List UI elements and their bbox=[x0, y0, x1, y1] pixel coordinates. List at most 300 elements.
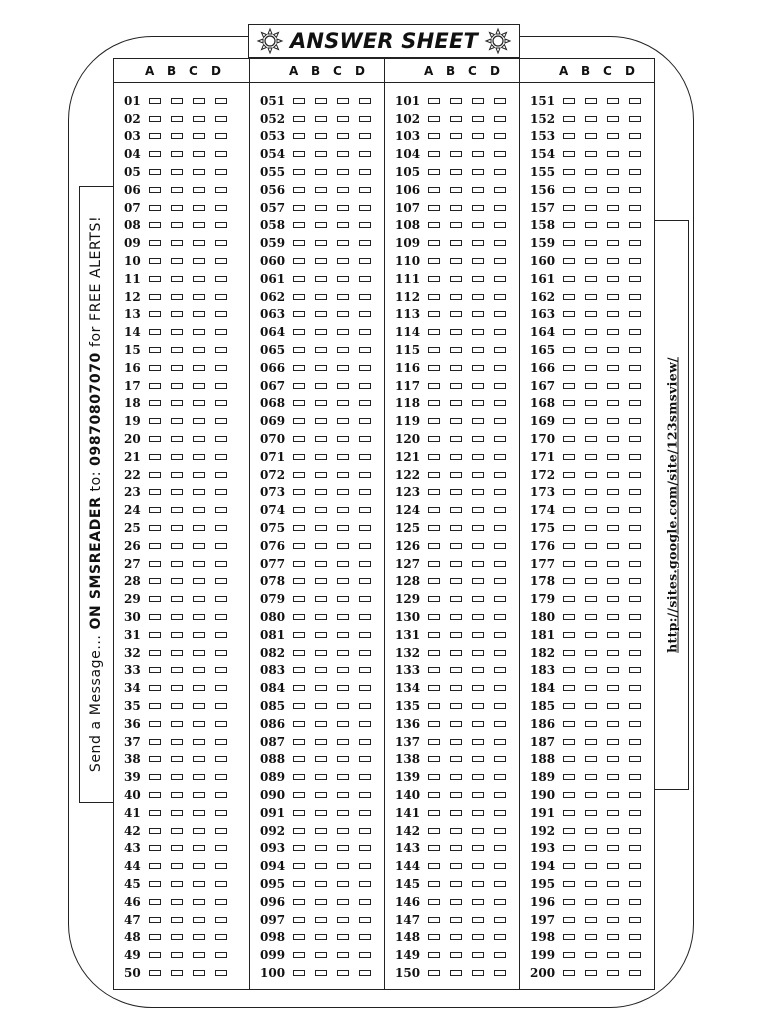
answer-bubble-a[interactable] bbox=[293, 934, 305, 940]
answer-bubble-c[interactable] bbox=[607, 258, 619, 264]
answer-bubble-d[interactable] bbox=[215, 525, 227, 531]
answer-bubble-b[interactable] bbox=[315, 667, 327, 673]
answer-bubble-b[interactable] bbox=[315, 614, 327, 620]
answer-bubble-d[interactable] bbox=[629, 774, 641, 780]
answer-bubble-b[interactable] bbox=[450, 934, 462, 940]
answer-bubble-c[interactable] bbox=[472, 400, 484, 406]
answer-bubble-c[interactable] bbox=[472, 347, 484, 353]
answer-bubble-a[interactable] bbox=[293, 507, 305, 513]
answer-bubble-a[interactable] bbox=[293, 810, 305, 816]
answer-bubble-b[interactable] bbox=[450, 240, 462, 246]
answer-bubble-c[interactable] bbox=[193, 258, 205, 264]
answer-bubble-b[interactable] bbox=[450, 347, 462, 353]
answer-bubble-b[interactable] bbox=[315, 970, 327, 976]
answer-bubble-b[interactable] bbox=[315, 205, 327, 211]
answer-bubble-a[interactable] bbox=[293, 187, 305, 193]
answer-bubble-b[interactable] bbox=[171, 899, 183, 905]
answer-bubble-c[interactable] bbox=[193, 934, 205, 940]
answer-bubble-c[interactable] bbox=[607, 347, 619, 353]
answer-bubble-b[interactable] bbox=[171, 365, 183, 371]
answer-bubble-a[interactable] bbox=[293, 561, 305, 567]
answer-bubble-b[interactable] bbox=[171, 151, 183, 157]
answer-bubble-a[interactable] bbox=[149, 454, 161, 460]
answer-bubble-d[interactable] bbox=[215, 650, 227, 656]
answer-bubble-a[interactable] bbox=[293, 899, 305, 905]
answer-bubble-a[interactable] bbox=[149, 240, 161, 246]
answer-bubble-c[interactable] bbox=[193, 899, 205, 905]
answer-bubble-a[interactable] bbox=[293, 774, 305, 780]
answer-bubble-a[interactable] bbox=[428, 881, 440, 887]
answer-bubble-b[interactable] bbox=[450, 792, 462, 798]
answer-bubble-d[interactable] bbox=[494, 187, 506, 193]
answer-bubble-b[interactable] bbox=[450, 133, 462, 139]
answer-bubble-b[interactable] bbox=[450, 222, 462, 228]
answer-bubble-a[interactable] bbox=[293, 952, 305, 958]
answer-bubble-b[interactable] bbox=[585, 596, 597, 602]
answer-bubble-d[interactable] bbox=[359, 472, 371, 478]
answer-bubble-a[interactable] bbox=[428, 222, 440, 228]
answer-bubble-a[interactable] bbox=[149, 507, 161, 513]
answer-bubble-d[interactable] bbox=[215, 952, 227, 958]
answer-bubble-d[interactable] bbox=[215, 970, 227, 976]
answer-bubble-c[interactable] bbox=[472, 133, 484, 139]
answer-bubble-d[interactable] bbox=[359, 845, 371, 851]
answer-bubble-b[interactable] bbox=[585, 436, 597, 442]
answer-bubble-a[interactable] bbox=[149, 347, 161, 353]
answer-bubble-b[interactable] bbox=[171, 347, 183, 353]
answer-bubble-a[interactable] bbox=[428, 917, 440, 923]
answer-bubble-a[interactable] bbox=[149, 133, 161, 139]
answer-bubble-c[interactable] bbox=[193, 863, 205, 869]
answer-bubble-d[interactable] bbox=[215, 881, 227, 887]
answer-bubble-d[interactable] bbox=[629, 365, 641, 371]
answer-bubble-a[interactable] bbox=[149, 294, 161, 300]
answer-bubble-c[interactable] bbox=[607, 614, 619, 620]
answer-bubble-d[interactable] bbox=[494, 810, 506, 816]
answer-bubble-d[interactable] bbox=[629, 578, 641, 584]
answer-bubble-c[interactable] bbox=[193, 472, 205, 478]
answer-bubble-b[interactable] bbox=[315, 561, 327, 567]
answer-bubble-b[interactable] bbox=[450, 276, 462, 282]
answer-bubble-c[interactable] bbox=[193, 685, 205, 691]
answer-bubble-a[interactable] bbox=[293, 222, 305, 228]
answer-bubble-b[interactable] bbox=[585, 774, 597, 780]
answer-bubble-d[interactable] bbox=[215, 934, 227, 940]
answer-bubble-c[interactable] bbox=[607, 133, 619, 139]
answer-bubble-d[interactable] bbox=[359, 365, 371, 371]
answer-bubble-c[interactable] bbox=[607, 685, 619, 691]
answer-bubble-b[interactable] bbox=[171, 561, 183, 567]
answer-bubble-a[interactable] bbox=[149, 881, 161, 887]
answer-bubble-a[interactable] bbox=[563, 952, 575, 958]
answer-bubble-d[interactable] bbox=[494, 383, 506, 389]
answer-bubble-d[interactable] bbox=[494, 222, 506, 228]
answer-bubble-b[interactable] bbox=[450, 543, 462, 549]
answer-bubble-d[interactable] bbox=[494, 400, 506, 406]
answer-bubble-c[interactable] bbox=[193, 667, 205, 673]
answer-bubble-c[interactable] bbox=[337, 329, 349, 335]
answer-bubble-a[interactable] bbox=[428, 311, 440, 317]
answer-bubble-a[interactable] bbox=[293, 400, 305, 406]
answer-bubble-c[interactable] bbox=[607, 703, 619, 709]
answer-bubble-b[interactable] bbox=[171, 703, 183, 709]
answer-bubble-b[interactable] bbox=[171, 98, 183, 104]
answer-bubble-a[interactable] bbox=[563, 418, 575, 424]
answer-bubble-c[interactable] bbox=[607, 489, 619, 495]
answer-bubble-a[interactable] bbox=[293, 863, 305, 869]
answer-bubble-b[interactable] bbox=[450, 632, 462, 638]
answer-bubble-c[interactable] bbox=[607, 561, 619, 567]
answer-bubble-c[interactable] bbox=[607, 810, 619, 816]
answer-bubble-b[interactable] bbox=[585, 276, 597, 282]
answer-bubble-c[interactable] bbox=[607, 383, 619, 389]
answer-bubble-a[interactable] bbox=[428, 383, 440, 389]
answer-bubble-a[interactable] bbox=[293, 970, 305, 976]
answer-bubble-c[interactable] bbox=[337, 294, 349, 300]
answer-bubble-d[interactable] bbox=[359, 739, 371, 745]
answer-bubble-b[interactable] bbox=[585, 917, 597, 923]
answer-bubble-d[interactable] bbox=[629, 400, 641, 406]
answer-bubble-d[interactable] bbox=[629, 329, 641, 335]
answer-bubble-c[interactable] bbox=[472, 276, 484, 282]
answer-bubble-d[interactable] bbox=[629, 454, 641, 460]
answer-bubble-b[interactable] bbox=[171, 116, 183, 122]
answer-bubble-d[interactable] bbox=[359, 258, 371, 264]
answer-bubble-b[interactable] bbox=[450, 436, 462, 442]
answer-bubble-c[interactable] bbox=[607, 917, 619, 923]
answer-bubble-c[interactable] bbox=[607, 543, 619, 549]
answer-bubble-c[interactable] bbox=[337, 810, 349, 816]
answer-bubble-b[interactable] bbox=[171, 133, 183, 139]
answer-bubble-b[interactable] bbox=[171, 169, 183, 175]
answer-bubble-a[interactable] bbox=[149, 561, 161, 567]
answer-bubble-b[interactable] bbox=[450, 383, 462, 389]
answer-bubble-a[interactable] bbox=[293, 543, 305, 549]
answer-bubble-b[interactable] bbox=[585, 828, 597, 834]
answer-bubble-c[interactable] bbox=[472, 810, 484, 816]
answer-bubble-c[interactable] bbox=[607, 436, 619, 442]
answer-bubble-c[interactable] bbox=[607, 400, 619, 406]
answer-bubble-d[interactable] bbox=[629, 934, 641, 940]
answer-bubble-b[interactable] bbox=[450, 507, 462, 513]
answer-bubble-d[interactable] bbox=[215, 917, 227, 923]
answer-bubble-c[interactable] bbox=[472, 703, 484, 709]
answer-bubble-d[interactable] bbox=[494, 881, 506, 887]
answer-bubble-d[interactable] bbox=[359, 703, 371, 709]
answer-bubble-a[interactable] bbox=[428, 863, 440, 869]
answer-bubble-b[interactable] bbox=[171, 436, 183, 442]
answer-bubble-c[interactable] bbox=[472, 294, 484, 300]
answer-bubble-b[interactable] bbox=[450, 525, 462, 531]
answer-bubble-b[interactable] bbox=[315, 489, 327, 495]
answer-bubble-d[interactable] bbox=[215, 792, 227, 798]
answer-bubble-c[interactable] bbox=[193, 222, 205, 228]
answer-bubble-b[interactable] bbox=[450, 970, 462, 976]
answer-bubble-c[interactable] bbox=[472, 934, 484, 940]
answer-bubble-c[interactable] bbox=[607, 418, 619, 424]
answer-bubble-d[interactable] bbox=[359, 116, 371, 122]
answer-bubble-a[interactable] bbox=[149, 899, 161, 905]
answer-bubble-a[interactable] bbox=[293, 294, 305, 300]
answer-bubble-d[interactable] bbox=[494, 596, 506, 602]
answer-bubble-b[interactable] bbox=[585, 347, 597, 353]
answer-bubble-d[interactable] bbox=[215, 418, 227, 424]
answer-bubble-d[interactable] bbox=[215, 845, 227, 851]
answer-bubble-c[interactable] bbox=[337, 650, 349, 656]
answer-bubble-c[interactable] bbox=[472, 632, 484, 638]
answer-bubble-b[interactable] bbox=[585, 489, 597, 495]
answer-bubble-c[interactable] bbox=[193, 739, 205, 745]
answer-bubble-b[interactable] bbox=[315, 703, 327, 709]
answer-bubble-c[interactable] bbox=[337, 703, 349, 709]
answer-bubble-a[interactable] bbox=[428, 98, 440, 104]
answer-bubble-b[interactable] bbox=[450, 400, 462, 406]
answer-bubble-b[interactable] bbox=[450, 881, 462, 887]
answer-bubble-c[interactable] bbox=[193, 632, 205, 638]
answer-bubble-c[interactable] bbox=[607, 774, 619, 780]
answer-bubble-b[interactable] bbox=[315, 311, 327, 317]
answer-bubble-a[interactable] bbox=[149, 400, 161, 406]
answer-bubble-d[interactable] bbox=[359, 240, 371, 246]
answer-bubble-d[interactable] bbox=[494, 418, 506, 424]
answer-bubble-a[interactable] bbox=[428, 133, 440, 139]
answer-bubble-a[interactable] bbox=[149, 810, 161, 816]
answer-bubble-c[interactable] bbox=[337, 98, 349, 104]
answer-bubble-c[interactable] bbox=[607, 507, 619, 513]
answer-bubble-b[interactable] bbox=[171, 863, 183, 869]
answer-bubble-b[interactable] bbox=[450, 169, 462, 175]
answer-bubble-d[interactable] bbox=[629, 472, 641, 478]
answer-bubble-b[interactable] bbox=[171, 383, 183, 389]
answer-bubble-d[interactable] bbox=[215, 810, 227, 816]
answer-bubble-a[interactable] bbox=[428, 739, 440, 745]
answer-bubble-d[interactable] bbox=[215, 169, 227, 175]
answer-bubble-d[interactable] bbox=[494, 258, 506, 264]
answer-bubble-c[interactable] bbox=[193, 329, 205, 335]
answer-bubble-b[interactable] bbox=[315, 828, 327, 834]
answer-bubble-c[interactable] bbox=[193, 507, 205, 513]
answer-bubble-a[interactable] bbox=[428, 970, 440, 976]
answer-bubble-a[interactable] bbox=[293, 739, 305, 745]
answer-bubble-b[interactable] bbox=[585, 952, 597, 958]
answer-bubble-a[interactable] bbox=[149, 543, 161, 549]
answer-bubble-d[interactable] bbox=[629, 561, 641, 567]
answer-bubble-b[interactable] bbox=[585, 418, 597, 424]
answer-bubble-c[interactable] bbox=[607, 721, 619, 727]
answer-bubble-d[interactable] bbox=[494, 792, 506, 798]
answer-bubble-d[interactable] bbox=[629, 418, 641, 424]
answer-bubble-a[interactable] bbox=[149, 436, 161, 442]
answer-bubble-c[interactable] bbox=[193, 294, 205, 300]
answer-bubble-b[interactable] bbox=[585, 311, 597, 317]
answer-bubble-c[interactable] bbox=[472, 258, 484, 264]
answer-bubble-d[interactable] bbox=[629, 240, 641, 246]
answer-bubble-b[interactable] bbox=[315, 151, 327, 157]
answer-bubble-d[interactable] bbox=[494, 934, 506, 940]
answer-bubble-d[interactable] bbox=[629, 133, 641, 139]
answer-bubble-d[interactable] bbox=[494, 561, 506, 567]
answer-bubble-c[interactable] bbox=[472, 436, 484, 442]
answer-bubble-c[interactable] bbox=[193, 703, 205, 709]
answer-bubble-d[interactable] bbox=[359, 383, 371, 389]
answer-bubble-c[interactable] bbox=[193, 454, 205, 460]
answer-bubble-d[interactable] bbox=[494, 436, 506, 442]
answer-bubble-c[interactable] bbox=[472, 667, 484, 673]
answer-bubble-d[interactable] bbox=[359, 98, 371, 104]
answer-bubble-b[interactable] bbox=[450, 721, 462, 727]
answer-bubble-c[interactable] bbox=[193, 169, 205, 175]
answer-bubble-c[interactable] bbox=[193, 828, 205, 834]
answer-bubble-b[interactable] bbox=[315, 116, 327, 122]
answer-bubble-d[interactable] bbox=[215, 258, 227, 264]
answer-bubble-b[interactable] bbox=[315, 810, 327, 816]
answer-bubble-a[interactable] bbox=[563, 899, 575, 905]
answer-bubble-a[interactable] bbox=[149, 614, 161, 620]
answer-bubble-a[interactable] bbox=[563, 400, 575, 406]
answer-bubble-c[interactable] bbox=[193, 436, 205, 442]
answer-bubble-c[interactable] bbox=[193, 133, 205, 139]
answer-bubble-c[interactable] bbox=[337, 614, 349, 620]
answer-bubble-c[interactable] bbox=[472, 116, 484, 122]
answer-bubble-c[interactable] bbox=[337, 133, 349, 139]
answer-bubble-a[interactable] bbox=[149, 578, 161, 584]
answer-bubble-c[interactable] bbox=[337, 222, 349, 228]
answer-bubble-a[interactable] bbox=[293, 116, 305, 122]
answer-bubble-c[interactable] bbox=[337, 365, 349, 371]
answer-bubble-b[interactable] bbox=[171, 650, 183, 656]
answer-bubble-a[interactable] bbox=[563, 472, 575, 478]
answer-bubble-b[interactable] bbox=[171, 917, 183, 923]
answer-bubble-c[interactable] bbox=[193, 151, 205, 157]
answer-bubble-c[interactable] bbox=[472, 952, 484, 958]
answer-bubble-c[interactable] bbox=[337, 525, 349, 531]
answer-bubble-b[interactable] bbox=[171, 454, 183, 460]
answer-bubble-d[interactable] bbox=[629, 632, 641, 638]
answer-bubble-c[interactable] bbox=[472, 774, 484, 780]
answer-bubble-d[interactable] bbox=[359, 667, 371, 673]
answer-bubble-b[interactable] bbox=[171, 543, 183, 549]
answer-bubble-a[interactable] bbox=[293, 436, 305, 442]
answer-bubble-d[interactable] bbox=[629, 116, 641, 122]
answer-bubble-a[interactable] bbox=[428, 792, 440, 798]
answer-bubble-d[interactable] bbox=[494, 276, 506, 282]
answer-bubble-d[interactable] bbox=[494, 133, 506, 139]
answer-bubble-d[interactable] bbox=[359, 294, 371, 300]
answer-bubble-d[interactable] bbox=[629, 205, 641, 211]
answer-bubble-b[interactable] bbox=[315, 347, 327, 353]
answer-bubble-b[interactable] bbox=[585, 667, 597, 673]
answer-bubble-b[interactable] bbox=[315, 756, 327, 762]
answer-bubble-b[interactable] bbox=[585, 543, 597, 549]
answer-bubble-b[interactable] bbox=[585, 561, 597, 567]
answer-bubble-a[interactable] bbox=[428, 205, 440, 211]
answer-bubble-b[interactable] bbox=[585, 863, 597, 869]
answer-bubble-c[interactable] bbox=[337, 578, 349, 584]
answer-bubble-c[interactable] bbox=[193, 311, 205, 317]
answer-bubble-c[interactable] bbox=[472, 756, 484, 762]
answer-bubble-b[interactable] bbox=[585, 240, 597, 246]
answer-bubble-d[interactable] bbox=[215, 489, 227, 495]
answer-bubble-d[interactable] bbox=[629, 685, 641, 691]
answer-bubble-b[interactable] bbox=[315, 383, 327, 389]
answer-bubble-d[interactable] bbox=[215, 685, 227, 691]
answer-bubble-d[interactable] bbox=[359, 133, 371, 139]
answer-bubble-d[interactable] bbox=[494, 845, 506, 851]
answer-bubble-d[interactable] bbox=[494, 365, 506, 371]
answer-bubble-d[interactable] bbox=[359, 525, 371, 531]
answer-bubble-b[interactable] bbox=[450, 774, 462, 780]
answer-bubble-c[interactable] bbox=[607, 578, 619, 584]
answer-bubble-c[interactable] bbox=[472, 881, 484, 887]
answer-bubble-b[interactable] bbox=[171, 685, 183, 691]
answer-bubble-a[interactable] bbox=[563, 240, 575, 246]
answer-bubble-d[interactable] bbox=[215, 543, 227, 549]
answer-bubble-c[interactable] bbox=[607, 881, 619, 887]
answer-bubble-b[interactable] bbox=[450, 703, 462, 709]
answer-bubble-a[interactable] bbox=[563, 596, 575, 602]
answer-bubble-a[interactable] bbox=[563, 347, 575, 353]
answer-bubble-a[interactable] bbox=[149, 418, 161, 424]
answer-bubble-c[interactable] bbox=[337, 489, 349, 495]
answer-bubble-b[interactable] bbox=[450, 739, 462, 745]
answer-bubble-d[interactable] bbox=[215, 632, 227, 638]
answer-bubble-b[interactable] bbox=[585, 116, 597, 122]
answer-bubble-d[interactable] bbox=[629, 169, 641, 175]
answer-bubble-d[interactable] bbox=[629, 810, 641, 816]
answer-bubble-d[interactable] bbox=[494, 525, 506, 531]
answer-bubble-a[interactable] bbox=[563, 863, 575, 869]
answer-bubble-a[interactable] bbox=[428, 418, 440, 424]
answer-bubble-d[interactable] bbox=[359, 329, 371, 335]
answer-bubble-a[interactable] bbox=[563, 187, 575, 193]
answer-bubble-a[interactable] bbox=[428, 294, 440, 300]
answer-bubble-d[interactable] bbox=[215, 739, 227, 745]
answer-bubble-a[interactable] bbox=[428, 703, 440, 709]
answer-bubble-a[interactable] bbox=[563, 116, 575, 122]
answer-bubble-b[interactable] bbox=[450, 863, 462, 869]
answer-bubble-c[interactable] bbox=[607, 792, 619, 798]
answer-bubble-c[interactable] bbox=[607, 632, 619, 638]
answer-bubble-a[interactable] bbox=[149, 151, 161, 157]
answer-bubble-c[interactable] bbox=[472, 489, 484, 495]
answer-bubble-b[interactable] bbox=[315, 222, 327, 228]
answer-bubble-d[interactable] bbox=[215, 472, 227, 478]
answer-bubble-c[interactable] bbox=[337, 561, 349, 567]
answer-bubble-d[interactable] bbox=[629, 863, 641, 869]
answer-bubble-b[interactable] bbox=[315, 507, 327, 513]
answer-bubble-a[interactable] bbox=[149, 329, 161, 335]
answer-bubble-b[interactable] bbox=[315, 436, 327, 442]
answer-bubble-c[interactable] bbox=[472, 240, 484, 246]
answer-bubble-b[interactable] bbox=[585, 98, 597, 104]
answer-bubble-a[interactable] bbox=[428, 187, 440, 193]
answer-bubble-c[interactable] bbox=[337, 863, 349, 869]
answer-bubble-c[interactable] bbox=[472, 454, 484, 460]
answer-bubble-b[interactable] bbox=[171, 311, 183, 317]
answer-bubble-d[interactable] bbox=[215, 329, 227, 335]
answer-bubble-c[interactable] bbox=[472, 222, 484, 228]
answer-bubble-d[interactable] bbox=[629, 383, 641, 389]
answer-bubble-d[interactable] bbox=[494, 774, 506, 780]
answer-bubble-c[interactable] bbox=[472, 365, 484, 371]
answer-bubble-b[interactable] bbox=[450, 98, 462, 104]
answer-bubble-c[interactable] bbox=[607, 650, 619, 656]
answer-bubble-c[interactable] bbox=[193, 774, 205, 780]
answer-bubble-d[interactable] bbox=[629, 899, 641, 905]
answer-bubble-b[interactable] bbox=[585, 151, 597, 157]
answer-bubble-a[interactable] bbox=[563, 917, 575, 923]
answer-bubble-d[interactable] bbox=[629, 258, 641, 264]
